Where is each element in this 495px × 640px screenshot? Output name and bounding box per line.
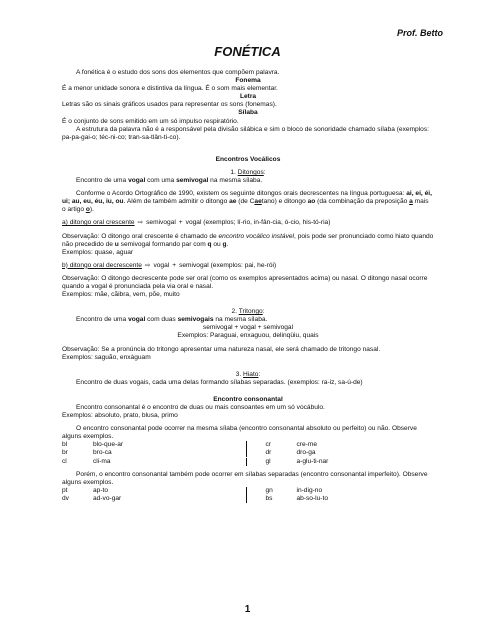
acordo-paragraph: Conforme o Acordo Ortográfico de 1990, existem os seguinte ditongos orais decrescentes na língua portuguesa: ai, ei, éi, ui; au, eu, éu, iu, ou. Além de também admitir o ditongo ae (de Caetano) e ditongo ao (da combinação da preposição a mais o artigo o). <box>62 190 432 214</box>
consonantal-heading: Encontro consonantal <box>213 395 283 403</box>
letra-heading: Letra <box>239 93 257 101</box>
table-row: bl blo-que-ar cr cre-me <box>62 441 317 449</box>
consonantal-same-syllable: O encontro consonantal pode ocorrer na mesma sílaba (encontro consonantal absoluto ou perfeito) ou não. Observe alguns exemplos. <box>62 425 417 441</box>
fonema-heading: Fonema <box>235 77 261 85</box>
fonema-text: É a menor unidade sonora e distintiva da língua. É o som mais elementar. <box>62 85 278 93</box>
ditongo-definition: Encontro de uma vogal com uma semivogal na mesma sílaba. <box>76 177 263 185</box>
table-row: br bro-ca dr dro-ga <box>62 449 316 457</box>
crescente-rule: a) ditongo oral crescente ⇨ semivogal + vogal (exemplos; lí-rio, in-fân-cia, ó-cio, his-tó-ria) <box>62 219 331 227</box>
arrow-right-icon: ⇨ <box>144 261 151 269</box>
hiato-title: 3. Hiato: <box>235 370 261 378</box>
hiato-definition: Encontro de duas vogais, cada uma delas formando sílabas separadas. (exemplos: ra-iz, sa-ú-de) <box>76 378 363 386</box>
examples-table-2 <box>62 487 434 503</box>
examples-table-1 <box>62 441 434 465</box>
letra-text: Letras são os sinais gráficos usados para representar os sons (fonemas). <box>62 101 277 109</box>
intro-paragraph: A fonética é o estudo dos sons dos elementos que compõem palavra. <box>76 69 280 76</box>
exemplos-crescente: Exemplos: quase, aguar <box>62 248 134 256</box>
table-row: dv ad-vo-gar bs ab-so-lu-to <box>62 494 329 502</box>
author-header: Prof. Betto <box>397 28 443 38</box>
observacao-tritongo: Observação: Se a pronúncia do tritongo apresentar uma natureza nasal, ele será chamado de tritongo nasal. <box>62 345 381 353</box>
plus-icon: + <box>178 219 183 227</box>
table-row: cl cli-ma gl a-glu-ti-nar <box>62 457 329 465</box>
tritongo-title: 2. Tritongo: <box>231 308 265 316</box>
arrow-right-icon: ⇨ <box>137 219 144 227</box>
observacao-crescente: Observação: O ditongo oral crescente é chamado de encontro vocálico instável, pois pode ser pronunciado como hiato quando não precedido de u semivogal formando par com q ou g. <box>62 232 434 248</box>
consonantal-separate-syllable: Porém, o encontro consonantal também pode ocorrer em sílabas separadas (encontro consonantal imperfeito). Observe alguns exemplos. <box>62 470 428 486</box>
silaba-text-2: A estrutura da palavra não é a responsável pela divisão silábica e sim o bloco de sonoridade chamado sílaba (exemplos: pa-pa-gai-o; téc-ni-co; tran-sa-tlân-ti-co). <box>62 125 429 141</box>
page-title: FONÉTICA <box>214 44 281 59</box>
tritongo-definition: Encontro de uma vogal com duas semivogais na mesma sílaba. <box>76 316 268 324</box>
observacao-decrescente: Observação: O ditongo decrescente pode ser oral (como os exemplos apresentados acima) ou nasal. O ditongo nasal ocorre quando a vogal é pronunciada pela via oral e nasal. <box>62 274 428 290</box>
tritongo-exemplos: Exemplos: Paraguai, enxaguou, delinqüiu, quais <box>177 332 319 340</box>
document-body <box>62 69 434 503</box>
decrescente-rule: b) ditongo oral decrescente ⇨ vogal + semivogal (exemplos: pai, he-rói) <box>62 261 277 269</box>
page-number: 1 <box>244 604 251 615</box>
consonantal-definition: Encontro consonantal é o encontro de duas ou mais consoantes em um só vocábulo. <box>76 404 325 411</box>
exemplos-decrescente: Exemplos: mãe, cãibra, vem, põe, muito <box>62 291 180 299</box>
encontros-heading: Encontros Vocálicos <box>215 155 281 163</box>
ditongo-title: 1. Ditongos: <box>230 168 266 176</box>
table-row: pt ap-to gn in-dig-no <box>62 486 323 494</box>
silaba-text-1: É o conjunto de sons emitido em um só impulso respiratório. <box>62 117 239 125</box>
tritongo-formula: semivogal + vogal + semivogal <box>202 324 294 332</box>
plus-icon: + <box>172 261 177 269</box>
exemplos-tritongo: Exemplos: saguão, enxáguam <box>62 353 151 361</box>
consonantal-exemplos: Exemplos: absoluto, prato, blusa, primo <box>62 412 178 420</box>
silaba-heading: Sílaba <box>238 109 258 117</box>
